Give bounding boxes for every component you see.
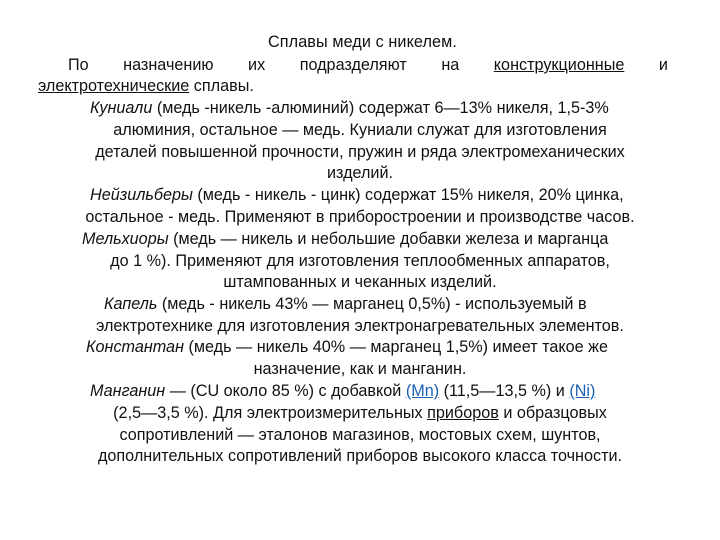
melchior-line-3: штампованных и чеканных изделий. [223, 273, 497, 291]
text: (2,5—3,5 %). Для электроизмерительных [113, 404, 428, 422]
intro-line-1 [68, 55, 668, 77]
word: на [441, 56, 460, 74]
konstantan-line-1 [86, 337, 720, 359]
link-ni[interactable]: (Ni) [569, 382, 596, 400]
link-mn[interactable]: (Mn) [405, 382, 440, 400]
manganin-line-1 [90, 381, 720, 403]
neusilber-line-1 [90, 185, 720, 207]
text: и образцовых [498, 404, 607, 422]
word: подразделяют [299, 56, 407, 74]
alloy-name: Капель [104, 295, 158, 313]
word: и [658, 56, 668, 74]
kunial-line-1 [90, 98, 720, 120]
text: (медь — никель и небольшие добавки железа и марганца [168, 230, 609, 248]
term-electrotechnical: электротехнические [38, 77, 190, 95]
alloy-name: Куниали [90, 99, 153, 117]
text: (медь — никель 40% — марганец 1,5%) имеет такое же [183, 338, 608, 356]
manganin-line-3: сопротивлений — эталонов магазинов, мостовых схем, шунтов, [119, 426, 601, 444]
text: сплавы. [189, 77, 254, 95]
kapel-line-2: электротехнике для изготовления электронагревательных элементов. [96, 317, 624, 335]
kunial-line-3: деталей повышенной прочности, пружин и ряда электромеханических [95, 143, 625, 161]
term-devices: приборов [427, 404, 499, 422]
alloy-name: Манганин [90, 382, 166, 400]
word: их [248, 56, 266, 74]
text: (медь - никель 43% — марганец 0,5%) - используемый в [157, 295, 587, 313]
manganin-line-2 [0, 403, 720, 425]
intro-line-2 [38, 76, 720, 98]
text: (11,5—13,5 %) и [439, 382, 570, 400]
text: — (CU около 85 %) с добавкой [165, 382, 406, 400]
text: (медь - никель - цинк) содержат 15% никеля, 20% цинка, [192, 186, 624, 204]
alloy-name: Мельхиоры [82, 230, 169, 248]
manganin-line-4: дополнительных сопротивлений приборов высокого класса точности. [97, 447, 623, 465]
melchior-line-2: до 1 %). Применяют для изготовления теплообменных аппаратов, [110, 252, 610, 270]
kunial-line-4: изделий. [326, 164, 394, 182]
word: По [68, 56, 89, 74]
text: (медь -никель -алюминий) содержат 6—13% никеля, 1,5-3% [152, 99, 609, 117]
word: назначению [123, 56, 214, 74]
term-constructional: конструкционные [493, 56, 625, 74]
melchior-line-1 [82, 229, 720, 251]
kapel-line-1 [104, 294, 720, 316]
alloy-name: Константан [86, 338, 184, 356]
page-title: Сплавы меди с никелем. [268, 33, 457, 51]
alloy-name: Нейзильберы [90, 186, 193, 204]
konstantan-line-2: назначение, как и манганин. [253, 360, 467, 378]
neusilber-line-2: остальное - медь. Применяют в приборостроении и производстве часов. [85, 208, 635, 226]
kunial-line-2: алюминия, остальное — медь. Куниали служат для изготовления [113, 121, 607, 139]
